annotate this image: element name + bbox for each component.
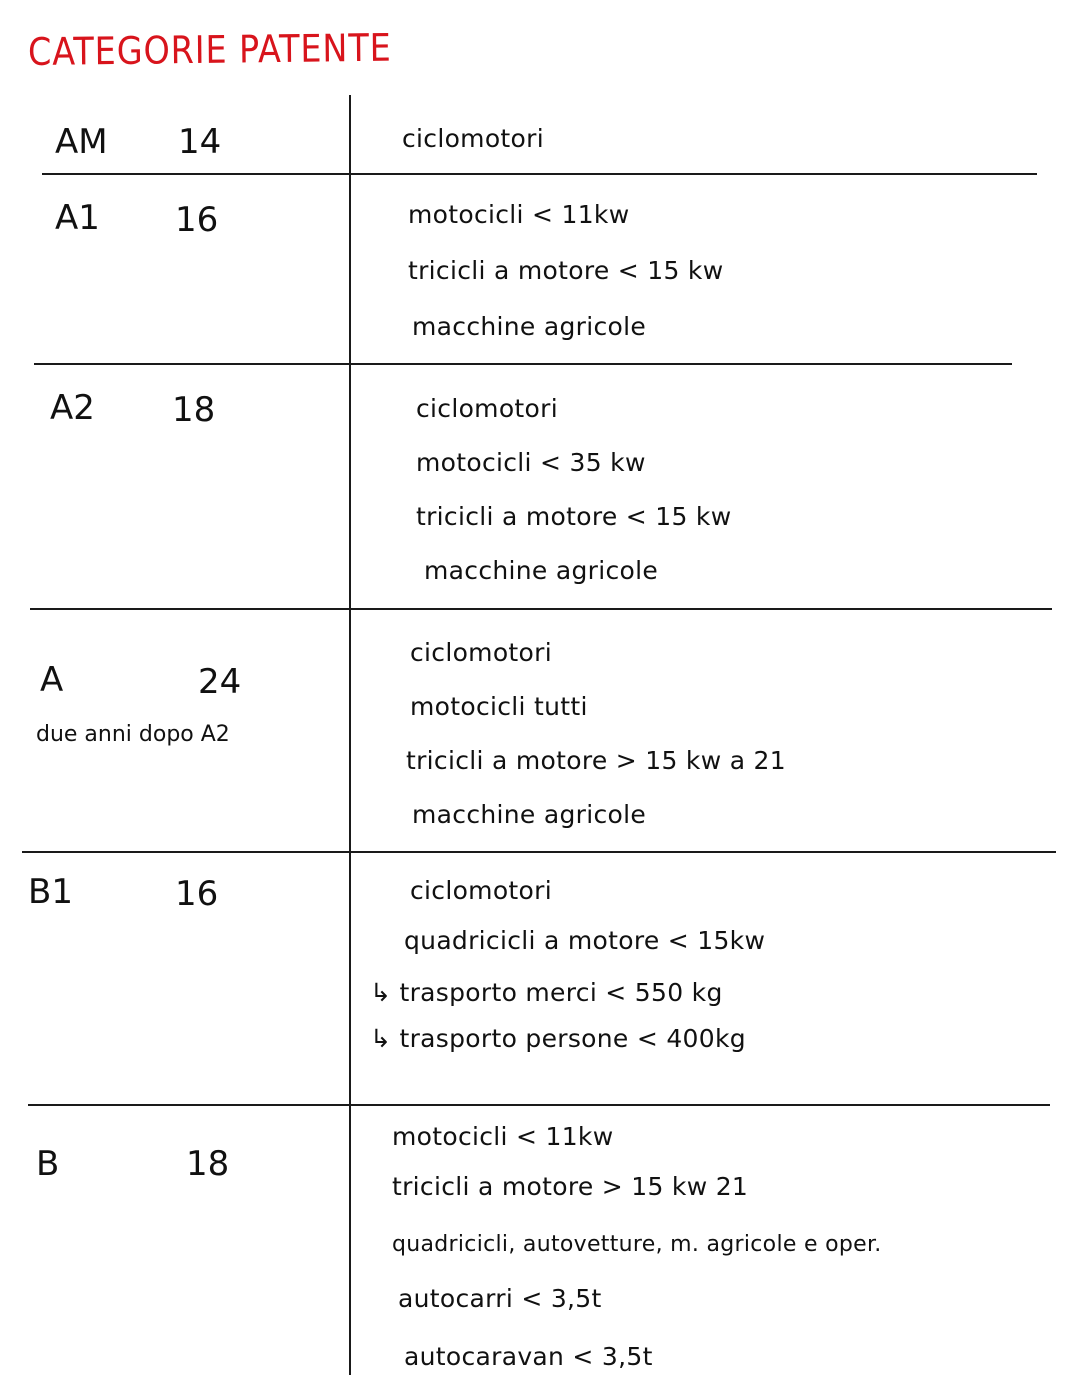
vehicle-item: ↳ trasporto merci < 550 kg [370, 978, 723, 1007]
minimum-age: 16 [175, 200, 219, 240]
category-label: A2 [50, 388, 95, 428]
row-separator [28, 1104, 1050, 1106]
row-separator [34, 363, 1012, 365]
row-separator [42, 173, 1037, 175]
category-label: B1 [28, 872, 73, 912]
category-label: A [40, 660, 64, 700]
vehicle-item: motocicli < 35 kw [416, 448, 646, 477]
minimum-age: 16 [175, 874, 219, 914]
vehicle-item: motocicli < 11kw [392, 1122, 614, 1151]
column-divider [349, 95, 351, 1375]
row-separator [22, 851, 1056, 853]
vehicle-item: macchine agricole [412, 800, 647, 829]
vehicle-item: ciclomotori [410, 876, 552, 905]
vehicle-item: macchine agricole [424, 556, 659, 585]
vehicle-item: motocicli < 11kw [408, 200, 630, 229]
vehicle-item: ciclomotori [410, 638, 552, 667]
vehicle-item: motocicli tutti [410, 692, 588, 721]
vehicle-item: tricicli a motore > 15 kw 21 [392, 1172, 749, 1201]
page-title: CATEGORIE PATENTE [27, 25, 392, 74]
vehicle-item: macchine agricole [412, 312, 647, 341]
vehicle-item: tricicli a motore > 15 kw a 21 [406, 746, 786, 775]
vehicle-item: ciclomotori [402, 124, 544, 153]
vehicle-item: ciclomotori [416, 394, 558, 423]
category-label: A1 [55, 198, 100, 238]
category-label: B [36, 1144, 60, 1184]
vehicle-item: autocaravan < 3,5t [404, 1342, 653, 1371]
minimum-age: 18 [186, 1144, 230, 1184]
vehicle-item: quadricicli, autovetture, m. agricole e oper. [392, 1232, 882, 1257]
category-note: due anni dopo A2 [36, 722, 230, 747]
row-separator [30, 608, 1052, 610]
minimum-age: 14 [178, 122, 222, 162]
vehicle-item: tricicli a motore < 15 kw [416, 502, 732, 531]
vehicle-item: autocarri < 3,5t [398, 1284, 602, 1313]
minimum-age: 24 [198, 662, 242, 702]
category-label: AM [55, 122, 108, 162]
vehicle-item: quadricicli a motore < 15kw [404, 926, 766, 955]
vehicle-item: tricicli a motore < 15 kw [408, 256, 724, 285]
minimum-age: 18 [172, 390, 216, 430]
vehicle-item: ↳ trasporto persone < 400kg [370, 1024, 746, 1053]
